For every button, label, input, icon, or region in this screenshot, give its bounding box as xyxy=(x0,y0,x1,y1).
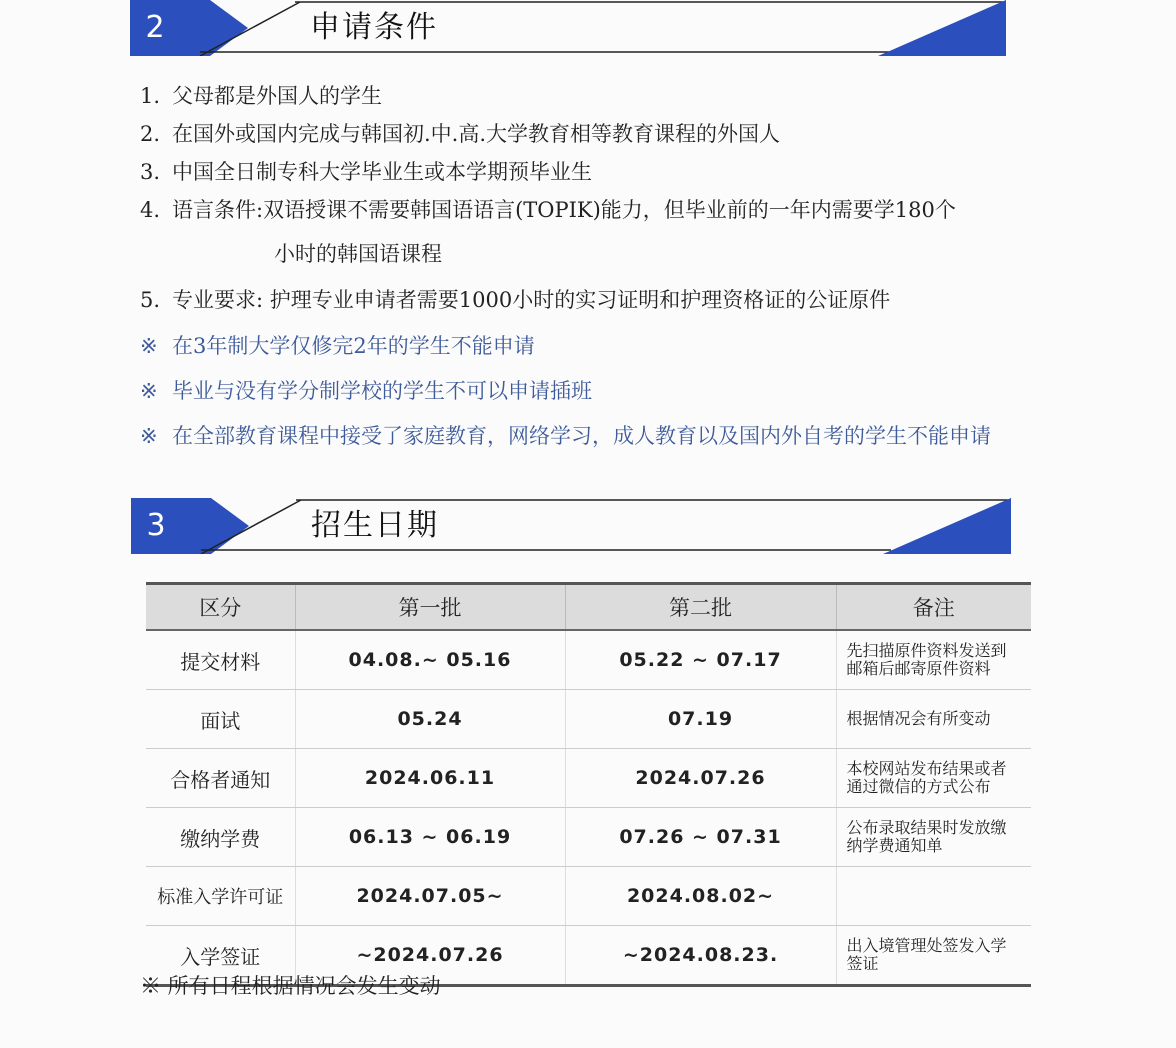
remark-cell: 出入境管理处签发入学签证 xyxy=(836,926,1031,986)
item-cell: 缴纳学费 xyxy=(146,808,295,867)
column-header: 第二批 xyxy=(565,584,836,631)
section-header-schedule xyxy=(131,498,1011,554)
batch2-cell: 07.26 ~ 07.31 xyxy=(565,808,836,867)
table-header-row xyxy=(146,584,1031,631)
column-header: 第一批 xyxy=(295,584,565,631)
remark-cell xyxy=(836,867,1031,926)
table-row xyxy=(146,867,1031,926)
schedule-footnote: ※ 所有日程根据情况会发生变动 xyxy=(140,974,441,998)
condition-item: 3. 中国全日制专科大学毕业生或本学期预毕业生 xyxy=(140,160,592,184)
section-banner-graphic xyxy=(130,0,1006,56)
condition-note: ※ 在全部教育课程中接受了家庭教育，网络学习，成人教育以及国内外自考的学生不能申请 xyxy=(140,424,991,448)
remark-cell: 公布录取结果时发放缴纳学费通知单 xyxy=(836,808,1031,867)
batch1-cell: ~2024.07.26 xyxy=(295,926,565,986)
item-cell: 入学签证 xyxy=(146,926,295,986)
item-cell: 标准入学许可证 xyxy=(146,867,295,926)
remark-cell: 根据情况会有所变动 xyxy=(836,690,1031,749)
condition-item: 5. 专业要求: 护理专业申请者需要1000小时的实习证明和护理资格证的公证原件 xyxy=(140,288,891,312)
item-cell: 合格者通知 xyxy=(146,749,295,808)
condition-item: 4. 语言条件:双语授课不需要韩国语语言(TOPIK)能力，但毕业前的一年内需要学180个 xyxy=(140,198,956,222)
table-row xyxy=(146,630,1031,690)
section-header-conditions xyxy=(130,0,1006,56)
item-cell: 提交材料 xyxy=(146,630,295,690)
schedule-table xyxy=(146,582,1031,987)
section-title: 申请条件 xyxy=(310,10,438,45)
item-cell: 面试 xyxy=(146,690,295,749)
batch2-cell: ~2024.08.23. xyxy=(565,926,836,986)
section-title: 招生日期 xyxy=(311,508,439,543)
condition-note: ※ 在3年制大学仅修完2年的学生不能申请 xyxy=(140,334,535,358)
column-header: 区分 xyxy=(146,584,295,631)
condition-note: ※ 毕业与没有学分制学校的学生不可以申请插班 xyxy=(140,379,592,403)
batch2-cell: 05.22 ~ 07.17 xyxy=(565,630,836,690)
condition-item-continuation: 小时的韩国语课程 xyxy=(274,242,442,266)
batch1-cell: 05.24 xyxy=(295,690,565,749)
section-number: 3 xyxy=(146,508,166,543)
batch2-cell: 2024.08.02~ xyxy=(565,867,836,926)
table-row xyxy=(146,808,1031,867)
batch1-cell: 04.08.~ 05.16 xyxy=(295,630,565,690)
batch1-cell: 2024.07.05~ xyxy=(295,867,565,926)
batch1-cell: 2024.06.11 xyxy=(295,749,565,808)
condition-item: 2. 在国外或国内完成与韩国初.中.高.大学教育相等教育课程的外国人 xyxy=(140,122,781,146)
table-row xyxy=(146,690,1031,749)
remark-cell: 先扫描原件资料发送到邮箱后邮寄原件资料 xyxy=(836,630,1031,690)
condition-item: 1. 父母都是外国人的学生 xyxy=(140,84,382,108)
column-header: 备注 xyxy=(836,584,1031,631)
batch2-cell: 07.19 xyxy=(565,690,836,749)
batch1-cell: 06.13 ~ 06.19 xyxy=(295,808,565,867)
table-row xyxy=(146,749,1031,808)
batch2-cell: 2024.07.26 xyxy=(565,749,836,808)
section-number: 2 xyxy=(145,10,165,45)
section-banner-graphic xyxy=(131,498,1011,554)
remark-cell: 本校网站发布结果或者通过微信的方式公布 xyxy=(836,749,1031,808)
